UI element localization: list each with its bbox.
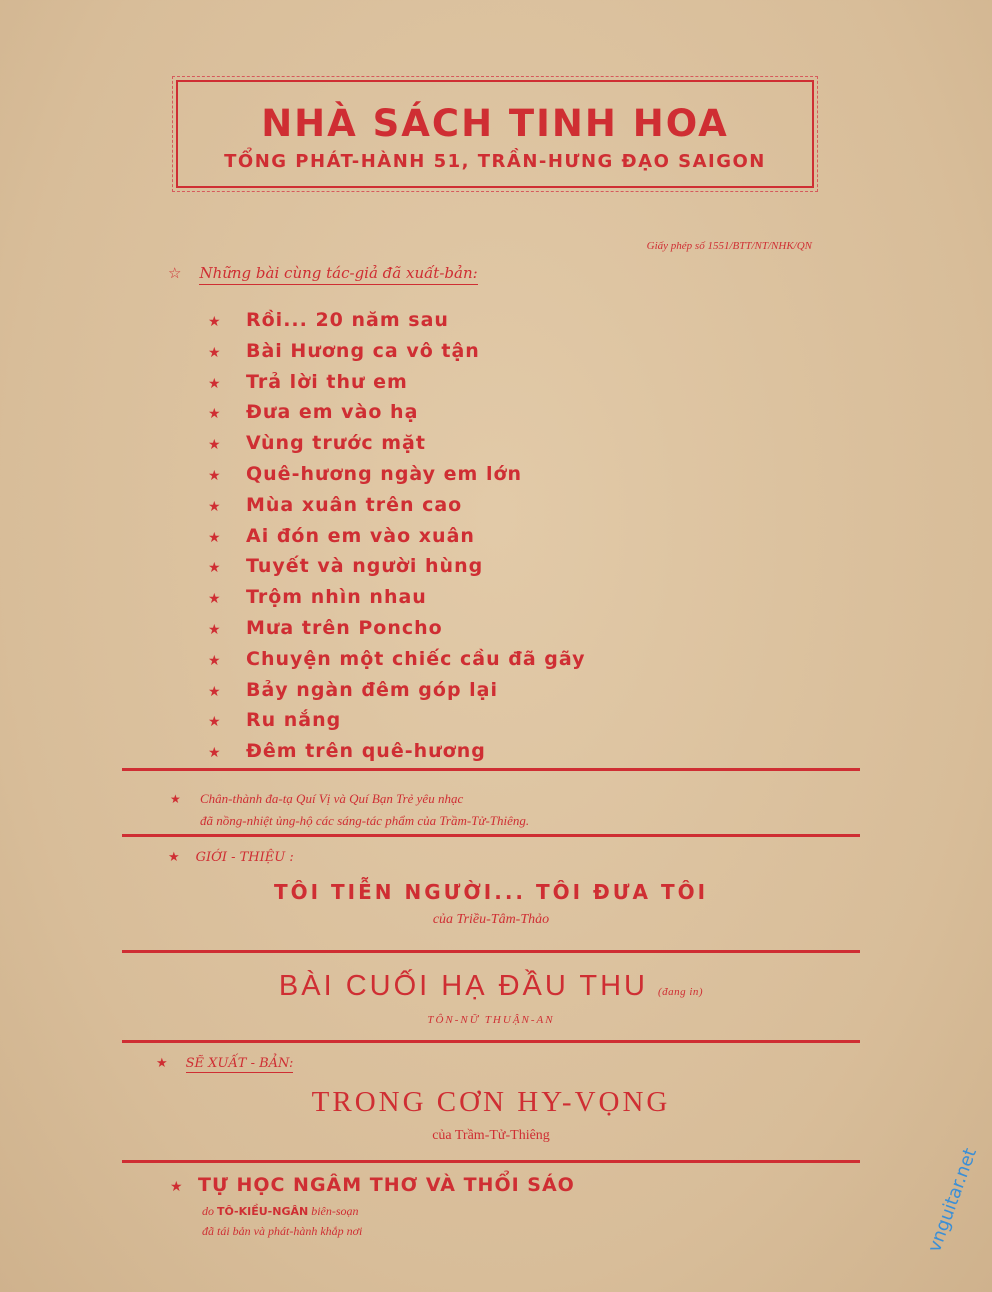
printing-author: TÔN-NỮ THUẬN-AN [427, 1014, 555, 1026]
star-icon: ★ [208, 375, 222, 392]
star-icon: ★ [208, 406, 222, 423]
song-title: Ru nắng [246, 709, 342, 732]
song-title: Mùa xuân trên cao [246, 493, 463, 516]
thanks-line-1: Chân-thành đa-tạ Quí Vị và Quí Bạn Trẻ yêu nhạc [200, 791, 464, 806]
song-title: Chuyện một chiếc cầu đã gãy [246, 647, 586, 670]
published-heading [168, 264, 478, 282]
star-icon: ★ [208, 621, 222, 638]
published-song-list [208, 308, 586, 770]
song-title: Vùng trước mặt [246, 432, 426, 455]
star-icon: ★ [168, 850, 180, 865]
introduction-label [168, 850, 294, 865]
watermark: vnguitar.net [923, 1145, 981, 1255]
star-icon: ★ [208, 683, 222, 700]
divider [122, 834, 860, 837]
printing-title: BÀI CUỐI HẠ ĐẦU THU [278, 970, 648, 1002]
published-heading-text: Những bài cùng tác-giả đã xuất-bản: [199, 264, 477, 285]
star-icon: ★ [156, 1056, 168, 1071]
list-item [208, 370, 586, 401]
introduction-title: TÔI TIỄN NGƯỜI... TÔI ĐƯA TÔI [273, 880, 709, 904]
star-icon: ★ [208, 437, 222, 454]
list-item [208, 524, 586, 555]
song-title: Đưa em vào hạ [246, 401, 419, 424]
credit-suffix: biên-soạn [311, 1204, 359, 1218]
list-item [208, 339, 586, 370]
song-title: Tuyết và người hùng [246, 555, 484, 578]
printing-status: (đang in) [657, 986, 704, 998]
star-icon: ★ [170, 792, 181, 806]
publisher-name: NHÀ SÁCH TINH HOA [261, 102, 729, 145]
list-item [208, 493, 586, 524]
credit-prefix: do [202, 1204, 214, 1218]
list-item [208, 462, 586, 493]
star-icon: ★ [208, 652, 222, 669]
publisher-address: TỔNG PHÁT-HÀNH 51, TRẦN-HƯNG ĐẠO SAIGON [224, 151, 766, 172]
star-icon: ★ [208, 314, 222, 330]
list-item [208, 678, 586, 709]
star-icon: ★ [208, 714, 222, 731]
song-title: Ai đón em vào xuân [246, 524, 475, 547]
introduction-label-text: GIỚI - THIỆU : [195, 850, 294, 865]
printing-title-row [122, 970, 860, 1003]
star-icon: ★ [208, 467, 222, 484]
thanks-line-2: đã nồng-nhiệt ủng-hộ các sáng-tác phẩm của Trầm-Tử-Thiêng. [200, 813, 530, 828]
star-icon: ☆ [168, 264, 182, 282]
divider [122, 768, 860, 771]
upcoming-title: TRONG CƠN HY-VỌNG [311, 1086, 671, 1118]
thanks-note [170, 788, 529, 832]
list-item [208, 647, 586, 678]
credit-name: TÔ-KIỀU-NGÂN [217, 1205, 309, 1218]
self-study-note: đã tái bản và phát-hành khắp nơi [202, 1224, 363, 1238]
list-item [208, 400, 586, 431]
song-title: Đêm trên quê-hương [246, 740, 486, 763]
upcoming-label [156, 1056, 293, 1071]
permit-number: Giấy phép số 1551/BTT/NT/NHK/QN [646, 240, 812, 252]
divider [122, 950, 860, 953]
list-item [208, 308, 586, 339]
list-item [208, 554, 586, 585]
divider [122, 1160, 860, 1163]
introduction-author: của Triều-Tâm-Thảo [432, 912, 550, 927]
star-icon: ★ [208, 745, 222, 762]
upcoming-label-text: SẼ XUẤT - BẢN: [185, 1056, 294, 1071]
star-icon: ★ [208, 591, 222, 608]
song-title: Rồi... 20 năm sau [246, 309, 449, 331]
list-item [208, 616, 586, 647]
song-title: Trộm nhìn nhau [246, 586, 427, 609]
list-item [208, 739, 586, 770]
star-icon: ★ [208, 498, 222, 515]
upcoming-author: của Trầm-Tử-Thiêng [432, 1128, 550, 1143]
song-title: Trả lời thư em [246, 370, 408, 393]
star-icon: ★ [208, 560, 222, 577]
song-title: Mưa trên Poncho [246, 616, 443, 639]
star-icon: ★ [208, 529, 222, 546]
star-icon: ★ [170, 1179, 184, 1195]
list-item [208, 585, 586, 616]
star-icon: ★ [208, 344, 222, 361]
list-item [208, 708, 586, 739]
self-study-credit [202, 1204, 359, 1219]
song-title: Quê-hương ngày em lớn [246, 462, 523, 485]
song-title: Bài Hương ca vô tận [246, 339, 480, 362]
song-title: Bảy ngàn đêm góp lại [246, 678, 499, 701]
self-study-title-row [170, 1174, 575, 1196]
list-item [208, 431, 586, 462]
publisher-header [176, 80, 814, 188]
self-study-title: TỰ HỌC NGÂM THƠ VÀ THỔI SÁO [198, 1174, 575, 1196]
divider [122, 1040, 860, 1043]
